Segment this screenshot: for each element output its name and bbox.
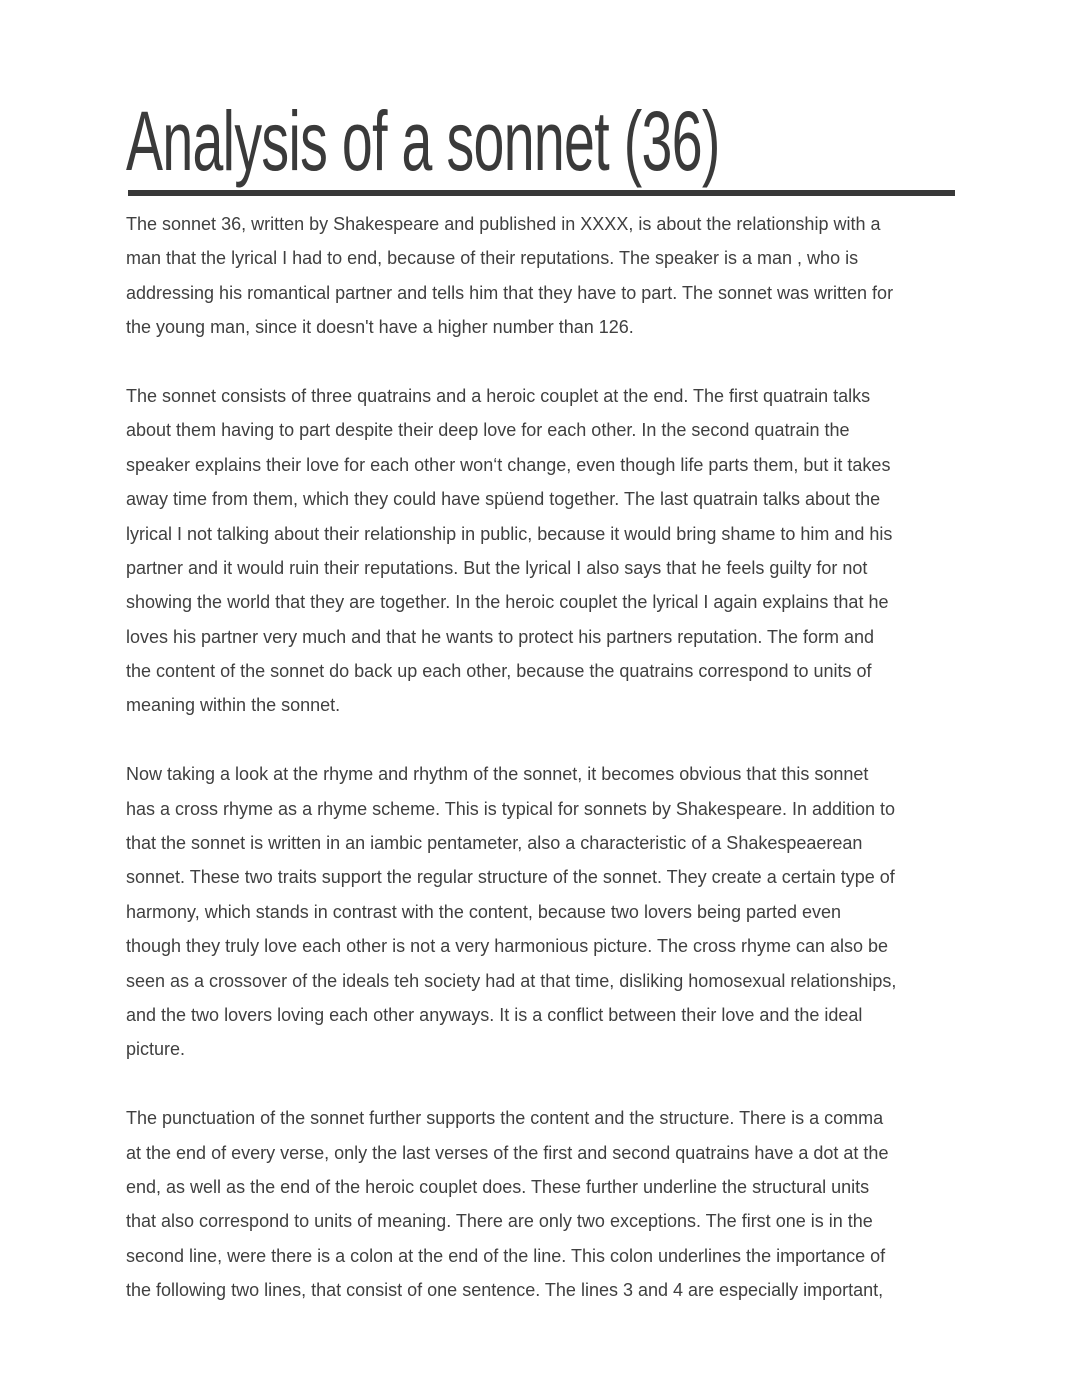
text-line: addressing his romantical partner and tells him that they have to part. The sonnet was written for xyxy=(126,282,894,303)
paragraph xyxy=(126,207,986,345)
text-line: though they truly love each other is not a very harmonious picture. The cross rhyme can also be xyxy=(126,936,889,957)
text-line: that the sonnet is written in an iambic pentameter, also a characteristic of a Shakespeaerean xyxy=(126,833,863,854)
text-line: the content of the sonnet do back up each other, because the quatrains correspond to units of xyxy=(126,661,872,682)
text-line: the young man, since it doesn't have a higher number than 126. xyxy=(126,317,634,338)
text-line: The sonnet consists of three quatrains and a heroic couplet at the end. The first quatrain talks xyxy=(126,385,871,406)
text-line: has a cross rhyme as a rhyme scheme. This is typical for sonnets by Shakespeare. In addition to xyxy=(126,798,896,819)
paragraph xyxy=(126,1101,986,1307)
text-line: speaker explains their love for each other won‘t change, even though life parts them, but it takes xyxy=(126,454,891,475)
text-line: seen as a crossover of the ideals teh society had at that time, disliking homosexual relationships, xyxy=(126,970,897,991)
text-line: picture. xyxy=(126,1039,186,1060)
text-line: the following two lines, that consist of one sentence. The lines 3 and 4 are especially important, xyxy=(126,1280,884,1301)
text-line: The punctuation of the sonnet further supports the content and the structure. There is a comma xyxy=(126,1108,884,1129)
text-line: harmony, which stands in contrast with the content, because two lovers being parted even xyxy=(126,901,842,922)
page-title: Analysis of a sonnet (36) xyxy=(126,94,720,188)
text-line: about them having to part despite their deep love for each other. In the second quatrain the xyxy=(126,420,850,441)
text-line: meaning within the sonnet. xyxy=(126,695,341,716)
text-line: partner and it would ruin their reputations. But the lyrical I also says that he feels guilty for not xyxy=(126,557,868,578)
text-line: loves his partner very much and that he wants to protect his partners reputation. The form and xyxy=(126,626,875,647)
text-line: showing the world that they are together. In the heroic couplet the lyrical I again explains that he xyxy=(126,592,889,613)
text-line: man that the lyrical I had to end, because of their reputations. The speaker is a man , who is xyxy=(126,248,859,269)
text-line: sonnet. These two traits support the regular structure of the sonnet. They create a certain type of xyxy=(126,867,895,888)
text-line: and the two lovers loving each other anyways. It is a conflict between their love and the ideal xyxy=(126,1004,863,1025)
text-line: end, as well as the end of the heroic couplet does. These further underline the structural units xyxy=(126,1176,870,1197)
text-line: lyrical I not talking about their relationship in public, because it would bring shame to him and his xyxy=(126,523,893,544)
text-line: that also correspond to units of meaning. There are only two exceptions. The first one is in the xyxy=(126,1211,873,1232)
title-divider xyxy=(128,190,955,196)
text-line: The sonnet 36, written by Shakespeare and published in XXXX, is about the relationship with a xyxy=(126,214,881,234)
text-line: at the end of every verse, only the last verses of the first and second quatrains have a dot at the xyxy=(126,1142,889,1163)
text-line: second line, were there is a colon at the end of the line. This colon underlines the importance of xyxy=(126,1245,886,1266)
paragraph xyxy=(126,379,986,723)
document-body xyxy=(126,207,986,1342)
paragraph xyxy=(126,757,986,1067)
text-line: away time from them, which they could have spüend together. The last quatrain talks about the xyxy=(126,489,881,510)
text-line: Now taking a look at the rhyme and rhythm of the sonnet, it becomes obvious that this sonnet xyxy=(126,764,869,785)
